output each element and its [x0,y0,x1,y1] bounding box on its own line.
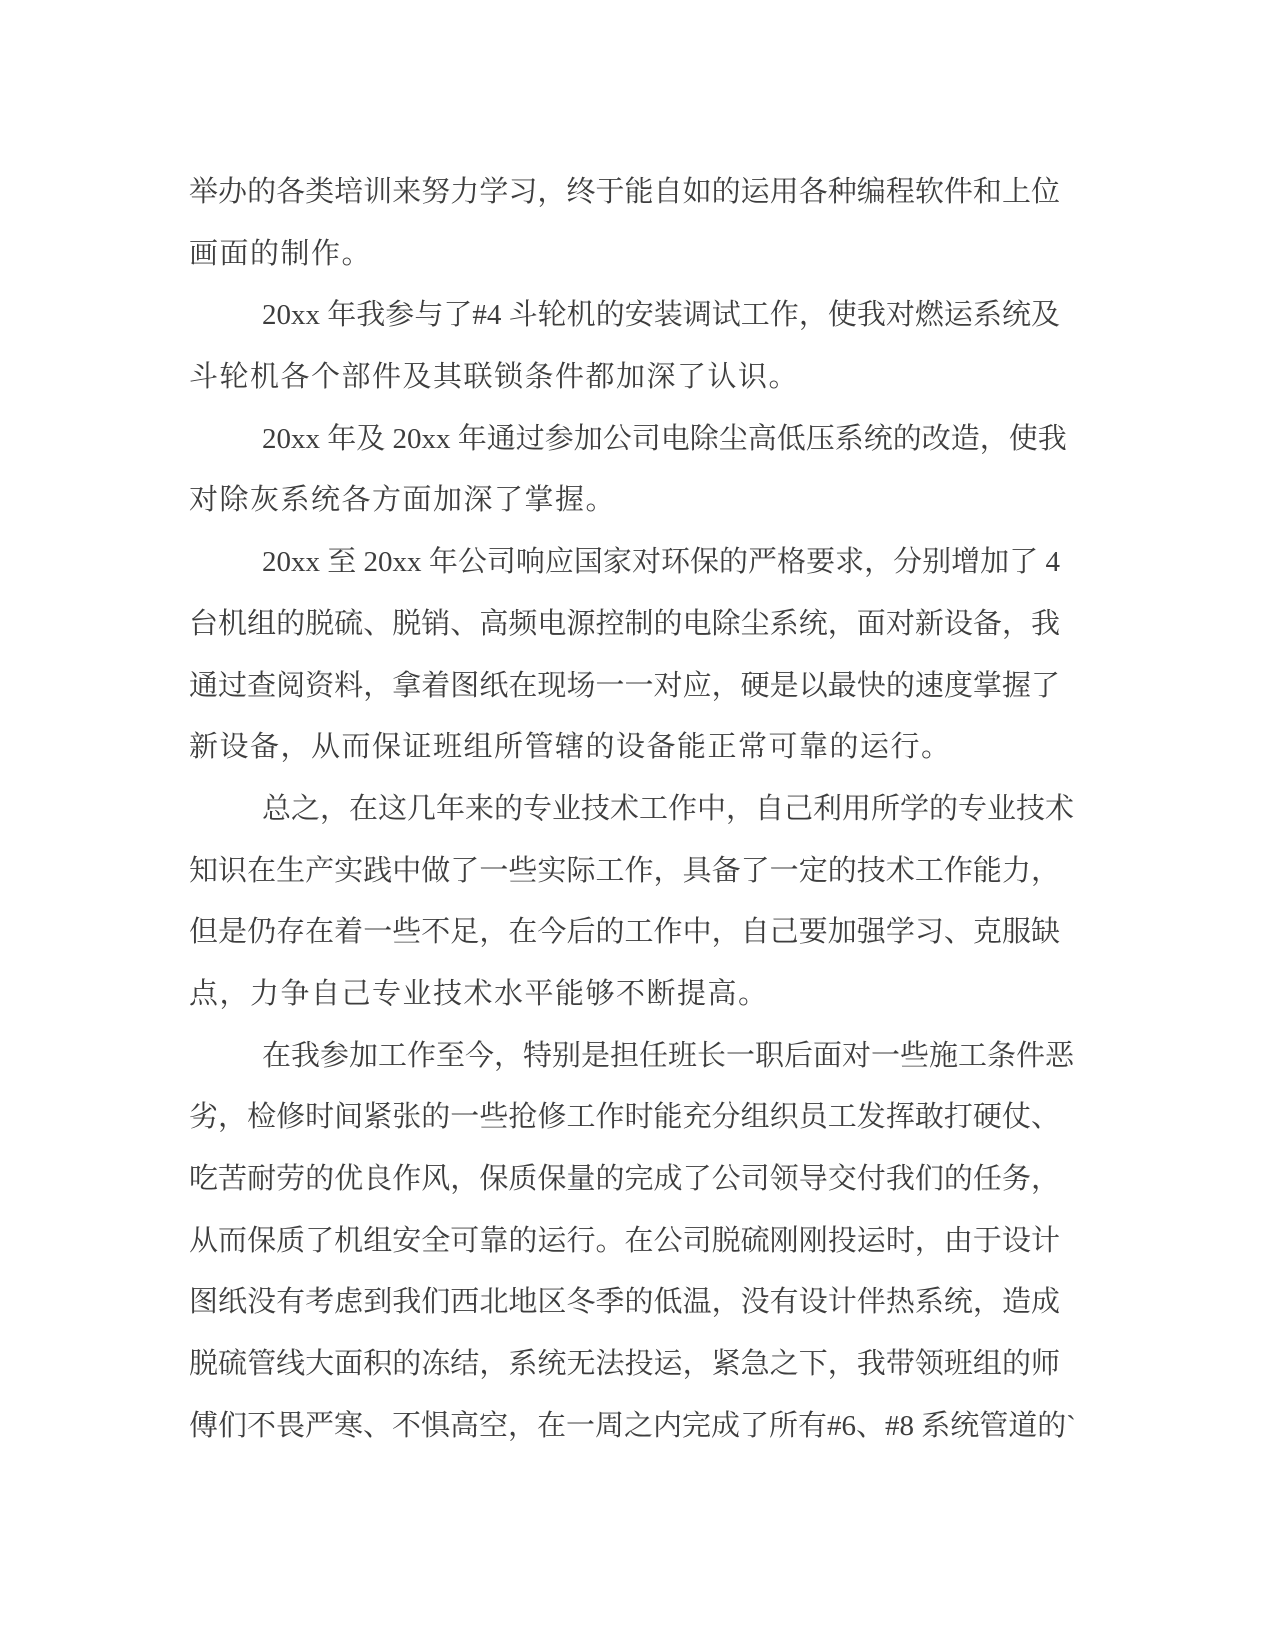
text-line: 在我参加工作至今，特别是担任班长一职后面对一些施工条件恶 [262,1039,1075,1072]
text-line: 脱硫管线大面积的冻结，系统无法投运，紧急之下，我带领班组的师 [189,1348,1060,1381]
text-line: 20xx 年我参与了#4 斗轮机的安装调试工作，使我对燃运系统及 [262,299,1060,332]
text-line: 对除灰系统各方面加深了掌握。 [189,484,617,517]
text-line: 台机组的脱硫、脱销、高频电源控制的电除尘系统，面对新设备，我 [189,607,1060,640]
text-line: 点，力争自己专业技术水平能够不断提高。 [189,977,769,1010]
text-line: 斗轮机各个部件及其联锁条件都加深了认识。 [189,361,800,394]
text-line: 吃苦耐劳的优良作风，保质保量的完成了公司领导交付我们的任务， [189,1163,1060,1195]
text-line: 举办的各类培训来努力学习，终于能自如的运用各种编程软件和上位 [189,176,1060,208]
text-line: 但是仍存在着一些不足，在今后的工作中，自己要加强学习、克服缺 [189,916,1060,949]
text-line: 20xx 年及 20xx 年通过参加公司电除尘高低压系统的改造，使我 [262,422,1067,455]
text-line: 劣，检修时间紧张的一些抢修工作时能充分组织员工发挥敢打硬仗、 [189,1101,1060,1134]
text-line: 画面的制作。 [189,237,373,270]
text-line: 新设备，从而保证班组所管辖的设备能正常可靠的运行。 [189,731,952,764]
text-line: 20xx 至 20xx 年公司响应国家对环保的严格要求，分别增加了 4 [262,546,1060,579]
text-line: 从而保质了机组安全可靠的运行。在公司脱硫刚刚投运时，由于设计 [189,1224,1060,1257]
text-line: 图纸没有考虑到我们西北地区冬季的低温，没有设计伴热系统，造成 [189,1286,1060,1319]
document-body [189,162,1076,1457]
text-line: 通过查阅资料，拿着图纸在现场一一对应，硬是以最快的速度掌握了 [189,669,1060,702]
text-line: 总之，在这几年来的专业技术工作中，自己利用所学的专业技术 [262,792,1075,825]
text-line: 傅们不畏严寒、不惧高空，在一周之内完成了所有#6、#8 系统管道的` [189,1409,1076,1442]
text-line: 知识在生产实践中做了一些实际工作，具备了一定的技术工作能力， [189,854,1060,887]
